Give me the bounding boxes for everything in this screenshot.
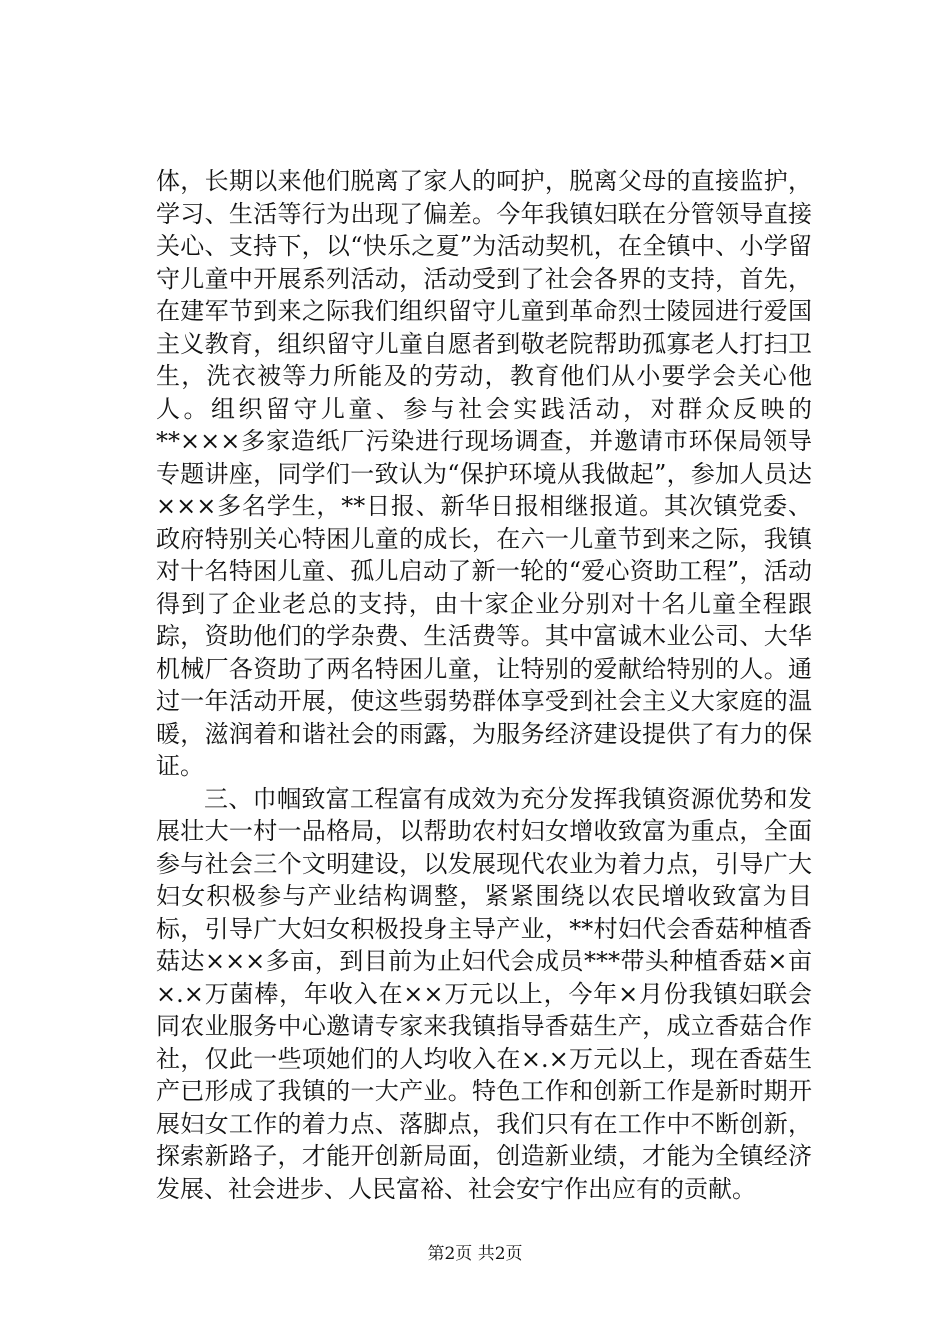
paragraph-children-activities: 体，长期以来他们脱离了家人的呵护，脱离父母的直接监护，学习、生活等行为出现了偏差。今年我镇妇联在分管领导直接关心、支持下，以“快乐之夏”为活动契机，在全镇中、小学留守儿童中开展系列活动，活动受到了社会各界的支持，首先，在建军节到来之际我们组织留守儿童到革命烈士陵园进行爱国主义教育，组织留守儿童自愿者到敬老院帮助孤寡老人打扫卫生，洗衣被等力所能及的劳动，教育他们从小要学会关心他人。组织留守儿童、参与社会实践活动，对群众反映的**×××多家造纸厂污染进行现场调查，并邀请市环保局领导专题讲座，同学们一致认为“保护环境从我做起”，参加人员达×××多名学生，**日报、新华日报相继报道。其次镇党委、政府特别关心特困儿童的成长，在六一儿童节到来之际，我镇对十名特困儿童、孤儿启动了新一轮的“爱心资助工程”，活动得到了企业老总的支持，由十家企业分别对十名儿童全程跟踪，资助他们的学杂费、生活费等。其中富诚木业公司、大华机械厂各资助了两名特困儿童，让特别的爱献给特别的人。通过一年活动开展，使这些弱势群体享受到社会主义大家庭的温暖，滋润着和谐社会的雨露，为服务经济建设提供了有力的保证。 [156,167,812,780]
paragraph-women-enrichment-project: 三、巾帼致富工程富有成效为充分发挥我镇资源优势和发展壮大一村一品格局，以帮助农村妇女增收致富为重点，全面参与社会三个文明建设，以发展现代农业为着力点，引导广大妇女积极参与产业结构调整，紧紧围绕以农民增收致富为目标，引导广大妇女积极投身主导产业，**村妇代会香菇种植香菇达×××多亩，到目前为止妇代会成员***带头种植香菇×亩×.×万菌棒，年收入在××万元以上，今年×月份我镇妇联会同农业服务中心邀请专家来我镇指导香菇生产，成立香菇合作社，仅此一些项她们的人均收入在×.×万元以上，现在香菇生产已形成了我镇的一大产业。特色工作和创新工作是新时期开展妇女工作的着力点、落脚点，我们只有在工作中不断创新，探索新路子，才能开创新局面，创造新业绩，才能为全镇经济发展、社会进步、人民富裕、社会安宁作出应有的贡献。 [156,784,812,1203]
document-body [156,165,812,1205]
page-number-footer: 第2页 共2页 [427,1244,523,1264]
